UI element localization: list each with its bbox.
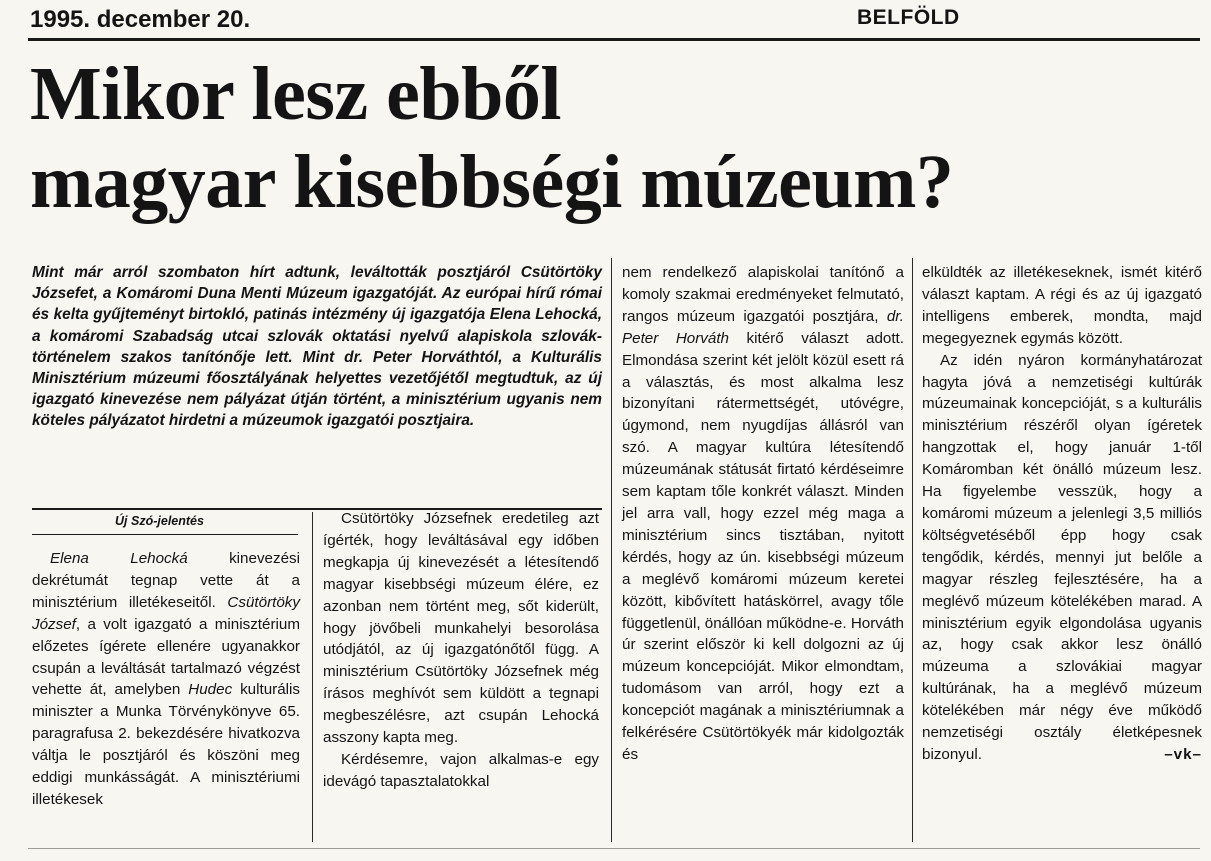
byline-divider [32, 534, 298, 535]
column-4-paragraph-2 [922, 350, 1202, 766]
article-column-4 [922, 262, 1202, 766]
body-text: kitérő választ adott. Elmondása szerint két jelölt közül esett rá a választás, és most alkalma lesz bizonyítani rátermettségét, utóvégre, úgymond, nem nyugdíjas állásról van szó. A magyar kultúra létesítendő múzeumának státusát firtató kérdéseimre sem kaptam tőle konkrét választ. Minden jel arra vall, hogy ezzel még maga a minisztérium sincs tisztában, nyitott kérdés, hogy az ún. kisebbségi múzeum a meglévő komáromi múzeum keretei között, kibővített hatáskörrel, avagy tőle függetlenül, önállóan működne-e. Horváth úr szerint először ki kell dolgozni az új múzeum koncepcióját. Mikor elmondtam, tudomásom van arról, hogy ezt a koncepciót magának a minisztériumnak a felkérésére Csütörtökyék már kidolgozták és [622, 329, 904, 763]
person-name: dr. Peter Horváth [622, 307, 904, 347]
body-text: Az idén nyáron kormányhatározat hagyta jóvá a nemzetiségi kultúrák múzeumainak koncepcióját, s a kulturális minisztérium részéről olyan ígéretek hangzottak el, hogy január 1-től Komáromban két önálló múzeum lesz. Ha figyelembe vesszük, hogy a komáromi múzeum a jelenlegi 3,5 milliós költségvetéséből épp hogy csak tengődik, kérdés, mennyi jut belőle a magyar részleg fejlesztésére, ha a meglévő múzeum kötelékében marad. A minisztérium egyik elgondolása ugyanis az, hogy csak akkor lesz önálló múzeuma a szlovákiai magyar kultúrának, ha a meglévő múzeum kötelékében már négy éve működő nemzetiségi osztály életképesnek bizonyul. [922, 351, 1202, 763]
column-divider-1 [312, 512, 313, 842]
headline-line-2: magyar kisebbségi múzeum? [30, 140, 954, 224]
headline [30, 50, 1205, 226]
column-2-paragraph-2: Kérdésemre, vajon alkalmas-e egy idevágó tapasztalatokkal [323, 750, 599, 790]
issue-date: 1995. december 20. [30, 6, 251, 33]
column-3-paragraph [622, 262, 904, 766]
article-column-2 [323, 508, 599, 793]
footer-rule [28, 848, 1200, 849]
byline: Új Szó-jelentés [115, 514, 204, 528]
article-column-1 [32, 548, 300, 811]
person-name: Csütörtöky József [32, 593, 300, 633]
column-divider-3 [912, 258, 913, 842]
body-text: , a volt igazgató a minisztérium előzetes ígérete ellenére ugyanakkor csupán a leváltását tartalmazó végzést vehette át, amelyben [32, 615, 300, 699]
body-text: kulturális miniszter a Munka Törvénykönyve 65. paragrafusa 2. bekezdésére hivatkozva váltja le posztjáról és köszöni meg eddigi munkásságát. A minisztériumi illetékesek [32, 681, 300, 808]
person-name: Hudec [188, 681, 233, 699]
header-rule [28, 38, 1200, 41]
author-signature: –vk– [1164, 745, 1202, 763]
lead-paragraph: Mint már arról szombaton hírt adtunk, leváltották posztjáról Csütörtöky Józsefet, a Komáromi Duna Menti Múzeum igazgatóját. Az európai hírű római és kelta gyűjteményt birtokló, patinás intézmény új igazgatója Elena Lehocká, a komáromi Szabadság utcai szlovák oktatási nyelvű alapiskola szlovák-történelem szakos tanítónője lett. Mint dr. Peter Horváthtól, a Kulturális Minisztérium múzeumi főosztályának helyettes vezetőjétől megtudtuk, az új igazgató kinevezése nem pályázat útján történt, a minisztérium ugyanis nem köteles pályázatot hirdetni a múzeumok igazgatói posztjaira. [32, 264, 602, 430]
column-2-paragraph-1: Csütörtöky Józsefnek eredetileg azt ígérték, hogy leváltásával egy időben megkapja új kinevezését a létesítendő magyar kisebbségi múzeum élére, ez azonban nem történt meg, sőt kiderült, hogy jövőbeli munkahelyi besorolása utódjától, az új igazgatónőtől függ. A minisztérium Csütörtöky Józsefnek még írásos meghívót sem küldött a tegnapi megbeszélésre, azt csupán Lehocká asszony kapta meg. [323, 510, 599, 747]
body-text: nem rendelkező alapiskolai tanítónő a komoly szakmai eredményeket felmutató, rangos múzeum igazgatói posztjára, [622, 264, 904, 325]
column-divider-2 [611, 258, 612, 842]
body-text: kinevezési dekrétumát tegnap vette át a minisztérium illetékeseitől. [32, 550, 300, 611]
column-1-paragraph [32, 548, 300, 811]
person-name: Elena Lehocká [50, 550, 188, 567]
column-4-paragraph-1: elküldték az illetékeseknek, ismét kitérő választ kaptam. A régi és az új igazgató intelligens emberek, mondta, majd megegyeznek egymás között. [922, 264, 1202, 347]
section-label: BELFÖLD [857, 6, 960, 29]
article-column-3 [622, 262, 904, 766]
headline-line-1: Mikor lesz ebből [30, 52, 562, 136]
